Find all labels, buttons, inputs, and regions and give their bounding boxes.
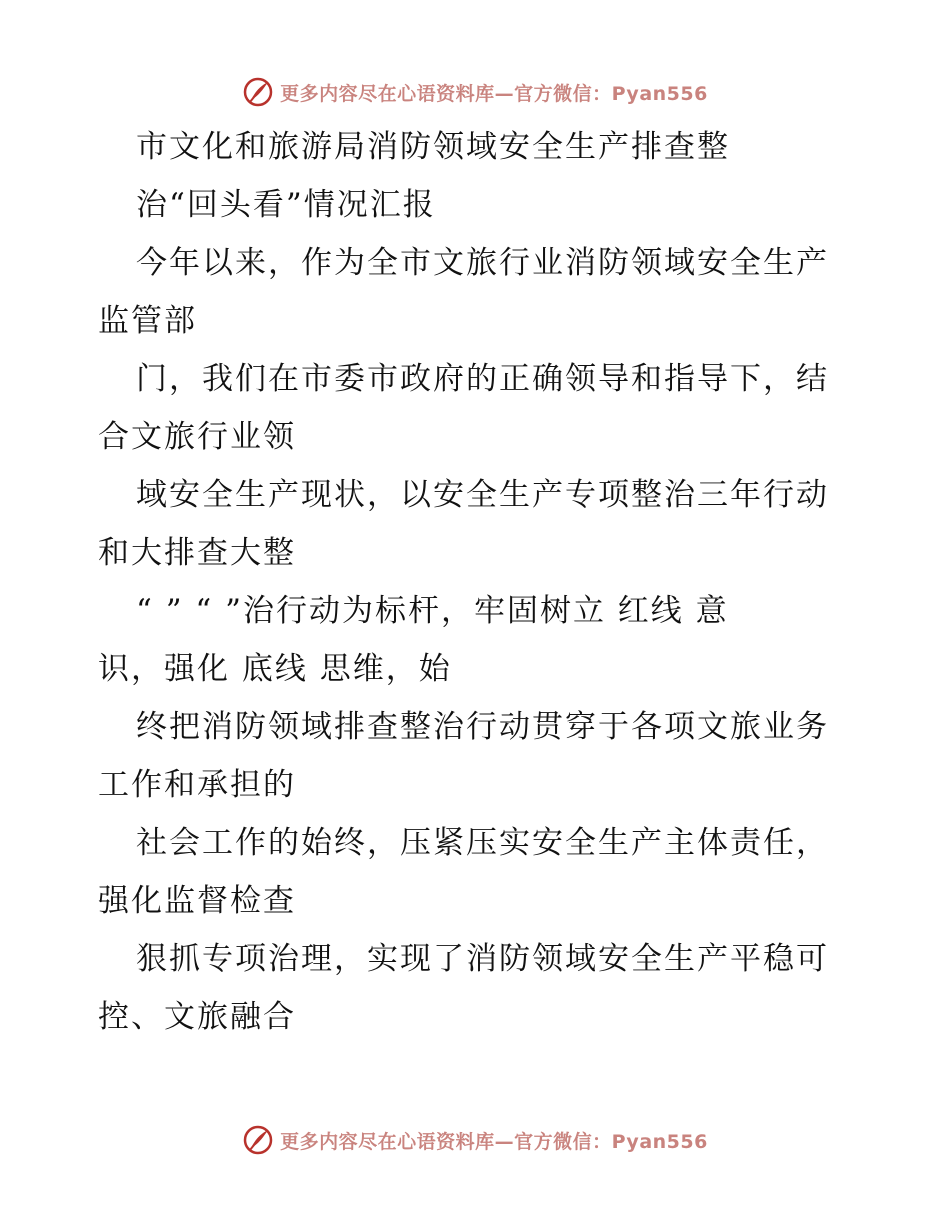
paragraph-line: 终把消防领域排查整治行动贯穿于各项文旅业务	[136, 709, 829, 745]
title-line-2: 治“回头看”情况汇报	[136, 187, 436, 223]
watermark-text: 更多内容尽在心语资料库—官方微信：Pyan556	[280, 1130, 708, 1153]
footer-watermark	[0, 1120, 950, 1160]
quill-logo-icon	[242, 76, 274, 108]
title-line-1: 市文化和旅游局消防领域安全生产排查整	[136, 129, 730, 165]
paragraph-line: 今年以来，作为全市文旅行业消防领域安全生产	[136, 245, 829, 281]
paragraph-line: 门，我们在市委市政府的正确领导和指导下，结	[136, 361, 829, 397]
quill-logo-icon	[242, 1124, 274, 1156]
paragraph-line: “ ” “ ”治行动为标杆，牢固树立 红线 意	[136, 593, 729, 629]
paragraph-line: 控、文旅融合	[98, 999, 296, 1035]
paragraph-line: 工作和承担的	[98, 767, 296, 803]
document-body	[98, 118, 858, 1046]
paragraph-line: 狠抓专项治理，实现了消防领域安全生产平稳可	[136, 941, 829, 977]
paragraph-line: 域安全生产现状，以安全生产专项整治三年行动	[136, 477, 829, 513]
paragraph-line: 社会工作的始终，压紧压实安全生产主体责任，	[136, 825, 829, 861]
paragraph-line: 监管部	[98, 303, 197, 339]
paragraph-line: 强化监督检查	[98, 883, 296, 919]
paragraph-line: 合文旅行业领	[98, 419, 296, 455]
paragraph-line: 和大排查大整	[98, 535, 296, 571]
header-watermark	[0, 72, 950, 112]
paragraph-line: 识，强化 底线 思维，始	[98, 651, 452, 687]
watermark-text: 更多内容尽在心语资料库—官方微信：Pyan556	[280, 82, 708, 105]
